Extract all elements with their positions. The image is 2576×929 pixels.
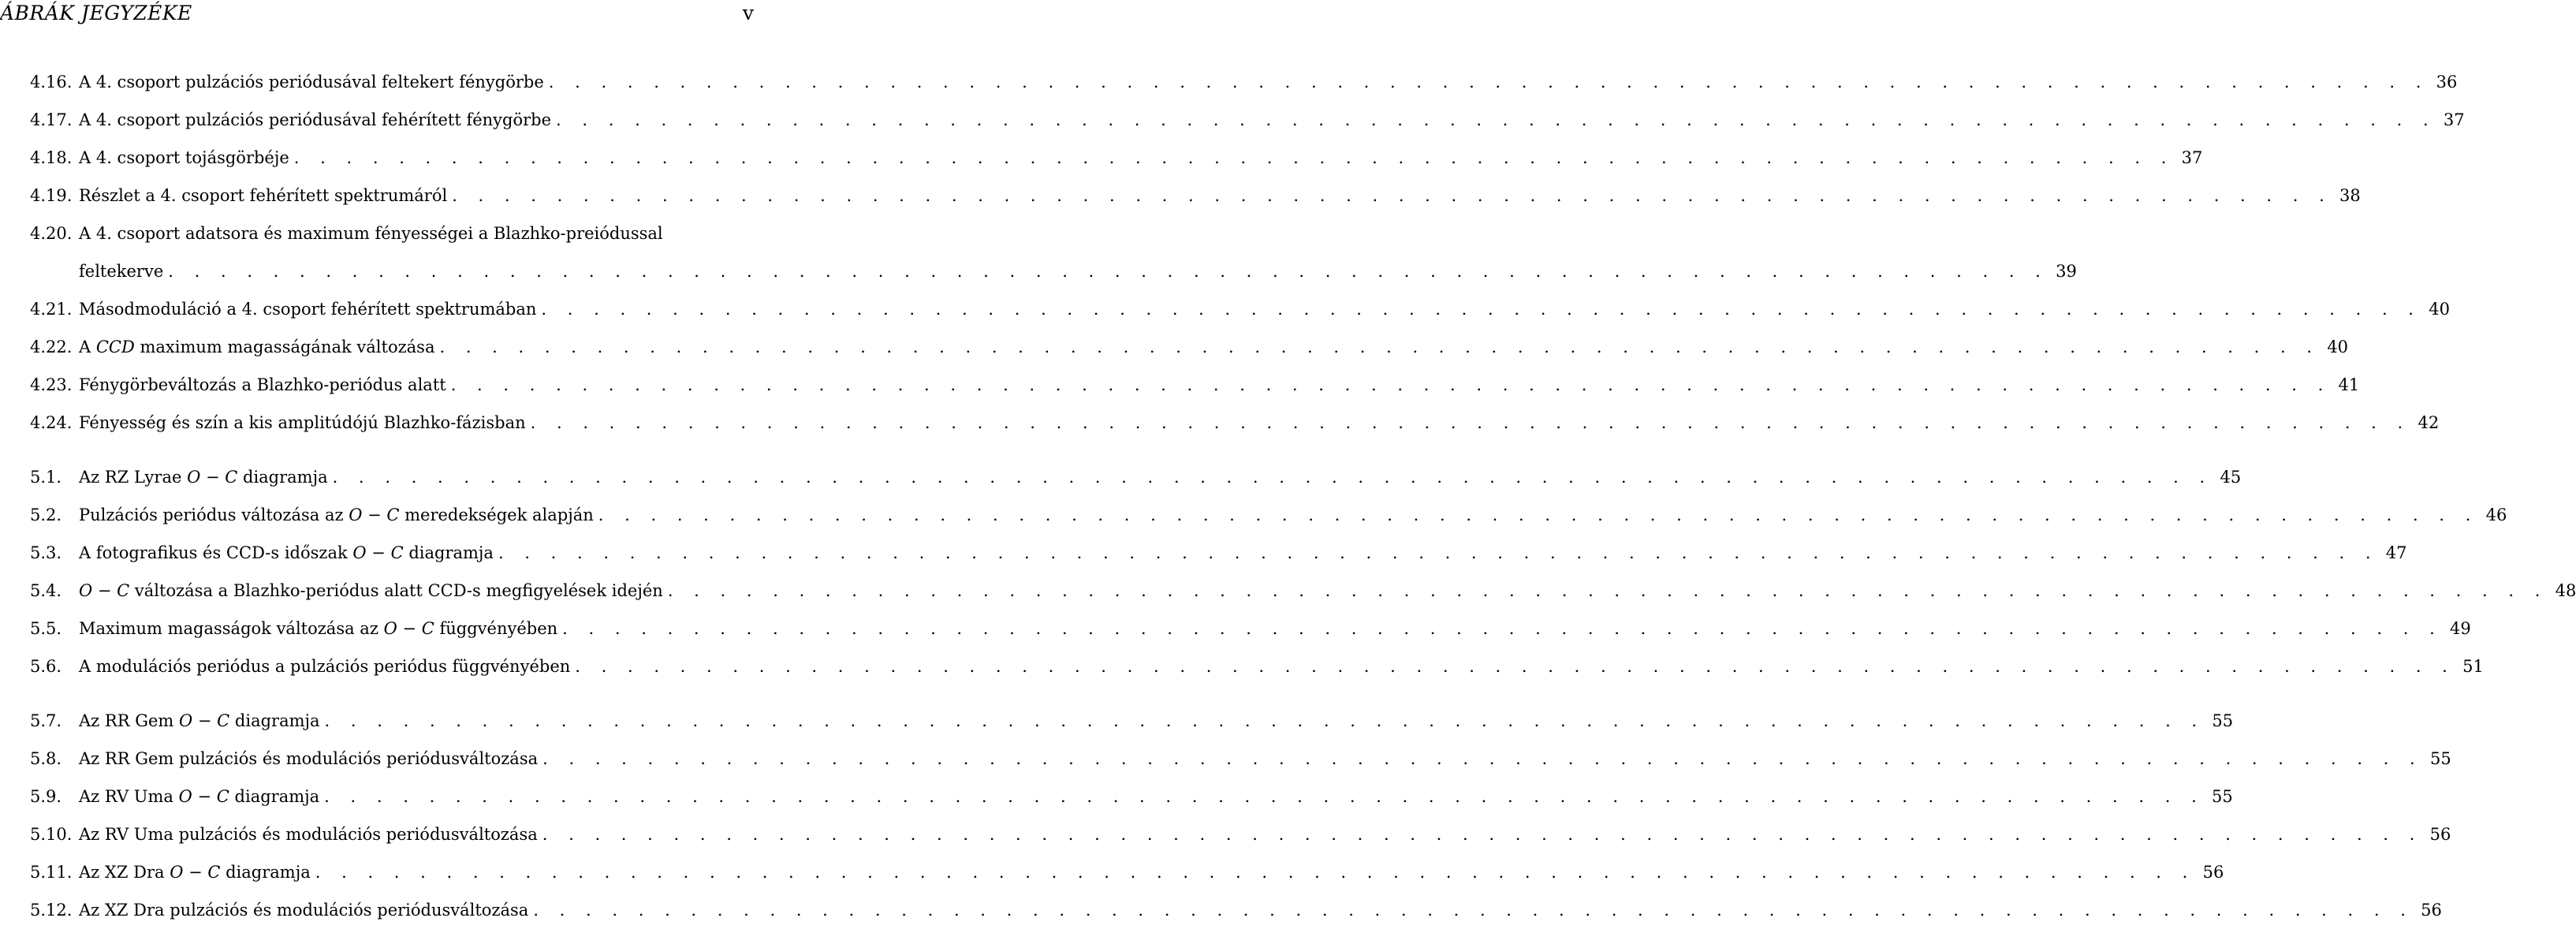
entry-number: 5.6. (30, 657, 62, 676)
entry-page: 37 (2181, 148, 2203, 167)
entry-title-math: CCD (95, 338, 135, 356)
entry-title-pre: A (79, 338, 96, 356)
dot-leader: . . . . . . . . . . . . . . . . . . . . . . . . . . . . . . . . . . . . . . . . . . . . . . . . . . . . . . . . . . . . . . . . . . . . . . . . (315, 863, 2196, 882)
entry-title-math: O − C (178, 787, 229, 806)
entry-page: 55 (2212, 711, 2234, 730)
dot-leader: . . . . . . . . . . . . . . . . . . . . . . . . . . . . . . . . . . . . . . . . . . . . . . . . . . . . . . . . . . . . . . . . . . . . . . . . (324, 787, 2205, 806)
entry-title-pre: A fotografikus és CCD-s időszak (79, 543, 353, 562)
entry-title (79, 468, 328, 487)
entry-title-pre: Pulzációs periódus változása az (79, 506, 349, 524)
entry-number: 4.22. (30, 338, 73, 356)
dot-leader: . . . . . . . . . . . . . . . . . . . . . . . . . . . . . . . . . . . . . . . . . . . . . . . . . . . . . . . . . . . . . . . . . . . . . . . . (530, 413, 2411, 432)
dot-leader: . . . . . . . . . . . . . . . . . . . . . . . . . . . . . . . . . . . . . . . . . . . . . . . . . . . . . . . . . . . . . . . . . . . . . . . . (324, 711, 2205, 730)
entry-number: 4.19. (30, 186, 73, 205)
entry-page: 45 (2220, 468, 2242, 487)
entry-title-pre: Maximum magasságok változása az (79, 619, 384, 638)
toc-entry[interactable] (30, 458, 2242, 496)
entry-page: 55 (2212, 787, 2233, 806)
toc-entry[interactable] (30, 496, 2507, 534)
entry-number: 4.21. (30, 300, 73, 319)
entry-number: 5.2. (30, 506, 62, 524)
dot-leader: . . . . . . . . . . . . . . . . . . . . . . . . . . . . . . . . . . . . . . . . . . . . . . . . . . . . . . . . . . . . . . . . . . . . . . . . (439, 338, 2321, 356)
entry-page: 49 (2450, 619, 2471, 638)
entry-title-post: meredekségek alapján (399, 506, 594, 524)
entry-number: 5.8. (30, 749, 62, 768)
dot-leader: . . . . . . . . . . . . . . . . . . . . . . . . . . . . . . . . . . . . . . . . . . . . . . . . . . . . . . . . . . . . . . . . . . . . . . . . (598, 506, 2479, 524)
toc-entry-continuation[interactable] (30, 252, 2077, 290)
dot-leader: . . . . . . . . . . . . . . . . . . . . . . . . . . . . . . . . . . . . . . . . . . . . . . . . . . . . . . . . . . . . . . . . . . . . . . . . (562, 619, 2443, 638)
dot-leader: . . . . . . . . . . . . . . . . . . . . . . . . . . . . . . . . . . . . . . . . . . . . . . . . . . . . . . . . . . . . . . . . . . . . . . . . (498, 543, 2379, 562)
toc-entry[interactable] (30, 815, 2451, 853)
entry-page: 36 (2436, 73, 2458, 91)
toc-entry[interactable] (30, 572, 2576, 610)
entry-number: 5.9. (30, 787, 62, 806)
entry-title (79, 711, 320, 730)
entry-page: 56 (2202, 863, 2224, 882)
toc-entry[interactable] (30, 328, 2349, 366)
dot-leader: . . . . . . . . . . . . . . . . . . . . . . . . . . . . . . . . . . . . . . . . . . . . . . . . . . . . . . . . . . . . . . . . . . . . . . . . (542, 825, 2423, 844)
entry-page: 39 (2056, 262, 2077, 281)
entry-title-pre: Az RZ Lyrae (79, 468, 188, 487)
running-head-page-number: v (742, 2, 754, 24)
dot-leader: . . . . . . . . . . . . . . . . . . . . . . . . . . . . . . . . . . . . . . . . . . . . . . . . . . . . . . . . . . . . . . . . . . . . . . . . (667, 581, 2548, 600)
entry-number: 5.4. (30, 581, 62, 600)
toc-entry[interactable] (30, 853, 2224, 891)
toc-entry[interactable] (30, 891, 2442, 929)
entry-title-pre: Az XZ Dra (79, 863, 170, 882)
dot-leader: . . . . . . . . . . . . . . . . . . . . . . . . . . . . . . . . . . . . . . . . . . . . . . . . . . . . . . . . . . . . . . . . . . . . . . . . (542, 749, 2423, 768)
entry-title-post: függvényében (434, 619, 558, 638)
dot-leader: . . . . . . . . . . . . . . . . . . . . . . . . . . . . . . . . . . . . . . . . . . . . . . . . . . . . . . . . . . . . . . . . . . . . . . . . (533, 901, 2414, 920)
entry-title (79, 543, 494, 562)
entry-title-post: diagramja (220, 863, 311, 882)
entry-title: A 4. csoport pulzációs periódusával feltekert fénygörbe (79, 73, 544, 91)
toc-entry[interactable] (30, 610, 2471, 647)
entry-page: 42 (2418, 413, 2440, 432)
entry-number: 4.24. (30, 413, 73, 432)
toc-entry[interactable] (30, 702, 2234, 740)
toc-entry[interactable] (30, 177, 2361, 215)
entry-title: A 4. csoport adatsora és maximum fényességei a Blazhko-preiódussal (79, 224, 663, 243)
dot-leader: . . . . . . . . . . . . . . . . . . . . . . . . . . . . . . . . . . . . . . . . . . . . . . . . . . . . . . . . . . . . . . . . . . . . . . . . (548, 73, 2429, 91)
entry-page: 51 (2462, 657, 2484, 676)
entry-number: 5.3. (30, 543, 62, 562)
list-of-figures (30, 63, 2576, 929)
entry-number: 5.12. (30, 901, 73, 920)
entry-number: 4.17. (30, 110, 73, 129)
entry-page: 56 (2421, 901, 2442, 920)
entry-title-post: diagramja (229, 711, 320, 730)
toc-entry[interactable] (30, 366, 2360, 404)
entry-number: 4.16. (30, 73, 73, 91)
toc-entry[interactable] (30, 778, 2233, 815)
entry-page: 55 (2429, 749, 2451, 768)
running-head-title: ÁBRÁK JEGYZÉKE (0, 2, 192, 24)
toc-entry[interactable] (30, 139, 2203, 177)
entry-page: 41 (2338, 375, 2360, 394)
entry-title-math: O − C (170, 863, 221, 882)
dot-leader: . . . . . . . . . . . . . . . . . . . . . . . . . . . . . . . . . . . . . . . . . . . . . . . . . . . . . . . . . . . . . . . . . . . . . . . . (452, 186, 2332, 205)
entry-title: Fénygörbeváltozás a Blazhko-periódus alatt (79, 375, 446, 394)
dot-leader: . . . . . . . . . . . . . . . . . . . . . . . . . . . . . . . . . . . . . . . . . . . . . . . . . . . . . . . . . . . . . . . . . . . . . . . . (541, 300, 2421, 319)
entry-title: A 4. csoport pulzációs periódusával fehérített fénygörbe (79, 110, 552, 129)
dot-leader: . . . . . . . . . . . . . . . . . . . . . . . . . . . . . . . . . . . . . . . . . . . . . . . . . . . . . . . . . . . . . . . . . . . . . . . . (168, 262, 2048, 281)
dot-leader: . . . . . . . . . . . . . . . . . . . . . . . . . . . . . . . . . . . . . . . . . . . . . . . . . . . . . . . . . . . . . . . . . . . . . . . . (293, 148, 2175, 167)
entry-title-post: maximum magasságának változása (134, 338, 435, 356)
entry-title-continuation: feltekerve (79, 262, 164, 281)
entry-title (79, 787, 319, 806)
entry-page: 40 (2327, 338, 2349, 356)
entry-title (79, 506, 594, 524)
entry-title (79, 338, 434, 356)
entry-page: 56 (2429, 825, 2451, 844)
entry-title: Az XZ Dra pulzációs és modulációs periódusváltozása (79, 901, 529, 920)
dot-leader: . . . . . . . . . . . . . . . . . . . . . . . . . . . . . . . . . . . . . . . . . . . . . . . . . . . . . . . . . . . . . . . . . . . . . . . . (556, 110, 2436, 129)
entry-title-post: diagramja (403, 543, 494, 562)
entry-title-math: O − C (352, 543, 404, 562)
entry-title-pre: Az RR Gem (79, 711, 179, 730)
entry-title-pre: Az RV Uma (79, 787, 179, 806)
entry-title-math: O − C (79, 581, 130, 600)
entry-title (79, 581, 663, 600)
entry-number: 4.20. (30, 224, 73, 243)
toc-entry[interactable] (30, 215, 754, 252)
entry-title-math: O − C (349, 506, 400, 524)
entry-title: A 4. csoport tojásgörbéje (79, 148, 289, 167)
entry-page: 46 (2485, 506, 2507, 524)
entry-title: Másodmoduláció a 4. csoport fehérített spektrumában (79, 300, 537, 319)
entry-page: 38 (2339, 186, 2361, 205)
entry-title: Az RR Gem pulzációs és modulációs periódusváltozása (79, 749, 539, 768)
entry-title-math: O − C (187, 468, 238, 487)
dot-leader: . . . . . . . . . . . . . . . . . . . . . . . . . . . . . . . . . . . . . . . . . . . . . . . . . . . . . . . . . . . . . . . . . . . . . . . . (575, 657, 2455, 676)
entry-page: 48 (2555, 581, 2576, 600)
entry-page: 47 (2385, 543, 2407, 562)
toc-entry[interactable] (30, 290, 2450, 328)
toc-entry[interactable] (30, 647, 2484, 685)
entry-number: 5.11. (30, 863, 73, 882)
entry-title-math: O − C (179, 711, 230, 730)
entry-title-math: O − C (383, 619, 434, 638)
entry-title-post: változása a Blazhko-periódus alatt CCD-s megfigyelések idején (129, 581, 663, 600)
entry-title: Fényesség és szín a kis amplitúdójú Blazhko-fázisban (79, 413, 526, 432)
entry-title-post: diagramja (237, 468, 328, 487)
entry-title: Részlet a 4. csoport fehérített spektrumáról (79, 186, 448, 205)
entry-number: 5.10. (30, 825, 73, 844)
entry-title-post: diagramja (229, 787, 320, 806)
toc-entry[interactable] (30, 740, 2451, 778)
entry-title: Az RV Uma pulzációs és modulációs periódusváltozása (79, 825, 538, 844)
toc-entry[interactable] (30, 101, 2465, 139)
toc-entry[interactable] (30, 534, 2407, 572)
dot-leader: . . . . . . . . . . . . . . . . . . . . . . . . . . . . . . . . . . . . . . . . . . . . . . . . . . . . . . . . . . . . . . . . . . . . . . . . (332, 468, 2213, 487)
entry-page: 40 (2429, 300, 2450, 319)
entry-page: 37 (2443, 110, 2465, 129)
entry-title: A modulációs periódus a pulzációs periódus függvényében (79, 657, 571, 676)
entry-number: 5.5. (30, 619, 62, 638)
entry-number: 4.23. (30, 375, 73, 394)
entry-title (79, 619, 557, 638)
entry-number: 4.18. (30, 148, 73, 167)
entry-number: 5.7. (30, 711, 62, 730)
toc-entry[interactable] (30, 404, 2440, 442)
toc-entry[interactable] (30, 63, 2458, 101)
entry-number: 5.1. (30, 468, 62, 487)
entry-title (79, 863, 311, 882)
dot-leader: . . . . . . . . . . . . . . . . . . . . . . . . . . . . . . . . . . . . . . . . . . . . . . . . . . . . . . . . . . . . . . . . . . . . . . . . (450, 375, 2332, 394)
running-head (0, 0, 754, 27)
